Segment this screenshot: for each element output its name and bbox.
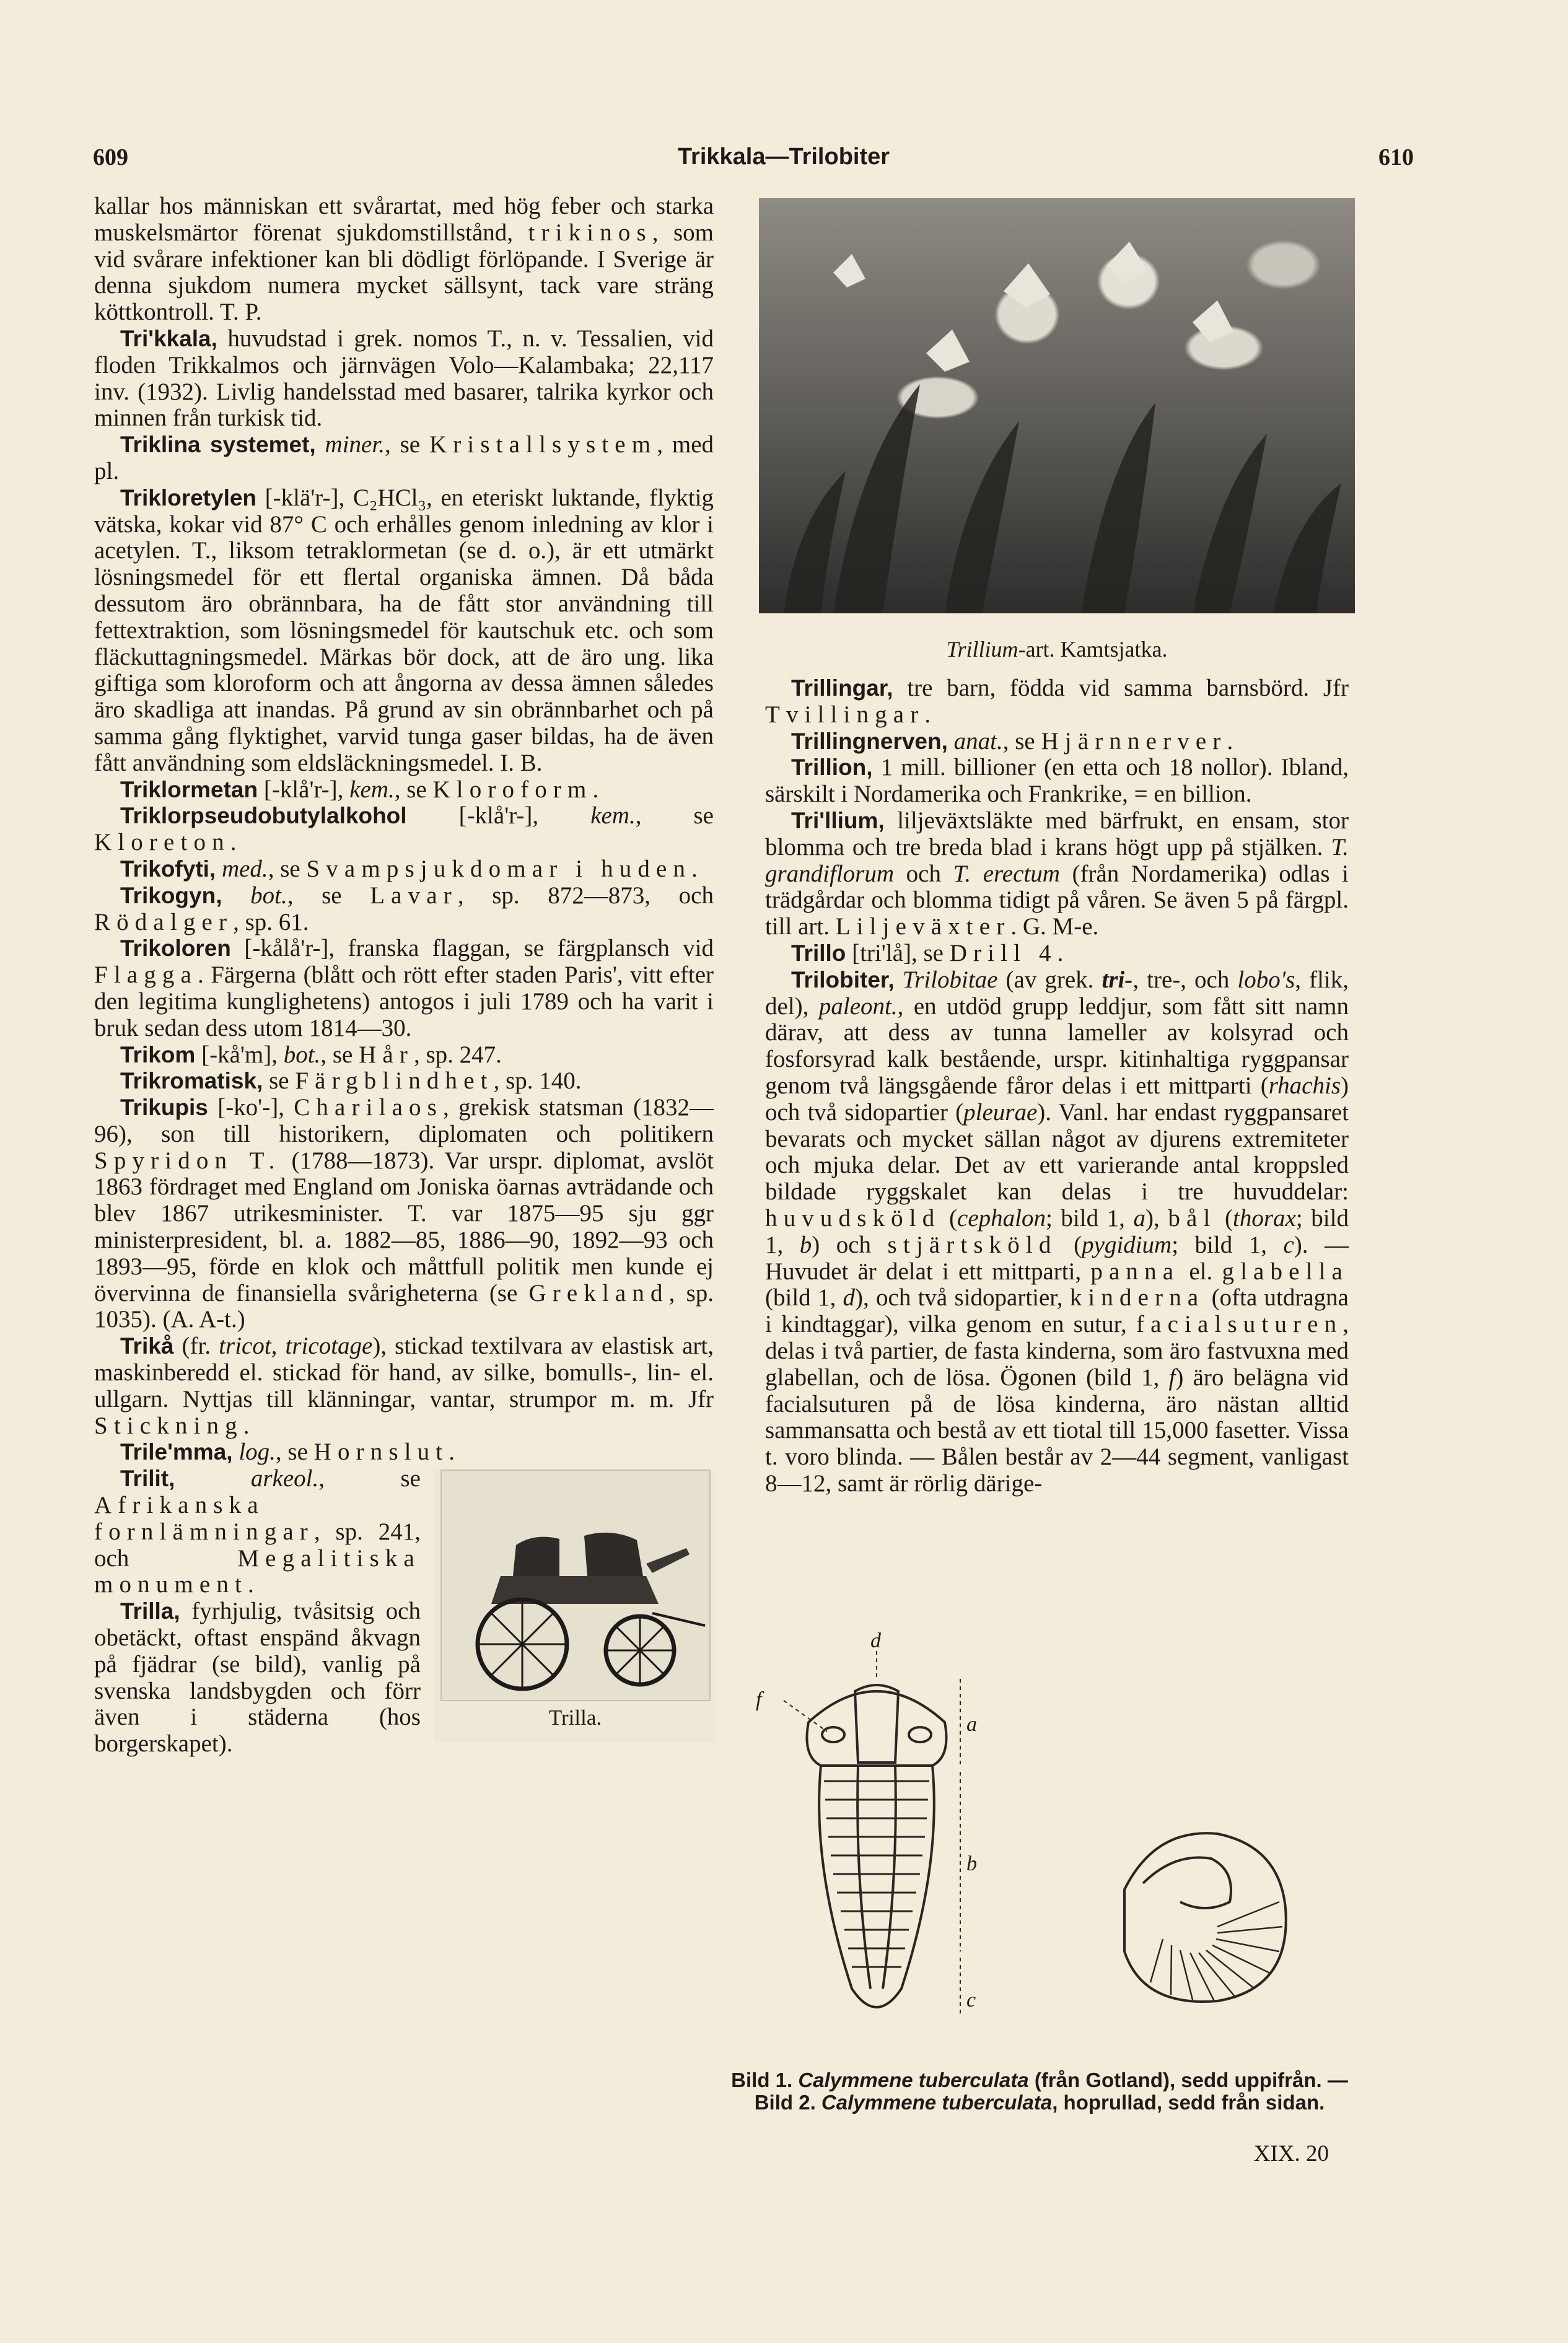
entry-trikkala: Tri'kkala, huvudstad i grek. nomos T., n. v. Tessalien, vid floden Trikkalmos och järnvägen Volo—Kalambaka; 22,117 inv. (1932). Livlig handelsstad med basarer, talrika kyrkor och minnen från turkisk tid.	[94, 325, 714, 432]
entry-trikoloren: Trikoloren [-kålå'r-], franska flaggan, se färgplansch vid Flagga. Färgerna (blått och rött efter staden Paris', vitt efter den legitima kunglighetens) antogos i juli 1789 och ha varit i bruk sedan dess utom 1814—30.	[94, 935, 714, 1041]
entry-trikin-cont: kallar hos människan ett svårartat, med hög feber och starka muskelsmärtor förenat sjukdomstillstånd, trikinos, som vid svårare infektioner kan bli dödligt förlöpande. I Sverige är denna sjukdom numera mycket sällsynt, tack vare sträng köttkontroll. T. P.	[94, 193, 714, 326]
entry-trillingnerven: Trillingnerven, anat., se Hjärnnerver.	[791, 727, 1233, 755]
entry-triklormetan: Triklormetan [-klå'r-], kem., se Kloroform.	[120, 776, 599, 803]
left-column	[94, 193, 714, 1758]
entry-trika: Trikå (fr. tricot, tricotage), stickad textilvara av elastisk art, maskinberedd el. stickad för hand, av silke, bomulls-, lin- el. ullgarn. Nyttjas till klänningar, vantar, strumpor m. m. Jfr Stickning.	[94, 1333, 714, 1439]
entry-trikogyn: Trikogyn, bot., se Lavar, sp. 872—873, och Rödalger, sp. 61.	[94, 882, 714, 935]
trilobite-label-d: d	[870, 1629, 881, 1652]
right-column	[765, 675, 1349, 1497]
trilla-caption: Trilla.	[548, 1706, 602, 1730]
entry-triklorpseudobutylalkohol: Triklorpseudobutylalkohol [-klå'r-], kem., se Kloreton.	[94, 802, 714, 856]
trilobite-label-c: c	[966, 1989, 976, 2012]
trilobite-label-f: f	[756, 1688, 762, 1711]
entry-trillion: Trillion, 1 mill. billioner (en etta och 18 nollor). Ibland, särskilt i Nordamerika och Frankrike, = en billion.	[765, 754, 1349, 808]
entry-trikom: Trikom [-kå'm], bot., se Hår, sp. 247.	[120, 1041, 502, 1068]
entry-trikromatisk: Trikromatisk, se Färgblindhet, sp. 140.	[120, 1067, 582, 1095]
entry-trilla: Trilla, fyrhjulig, tvåsitsig och obetäckt, oftast enspänd åkvagn på fjädrar (se bild), vanlig på svenska landsbygden och förr även i städerna (hos borgerskapet).	[94, 1598, 421, 1758]
entry-trillingar: Trillingar, tre barn, födda vid samma barnsbörd. Jfr Tvillingar.	[765, 675, 1349, 728]
trilobite-figure	[747, 1629, 1354, 2063]
trilobite-label-a: a	[966, 1713, 977, 1736]
entry-trikupis: Trikupis [-ko'-], Charilaos, grekisk statsman (1832—96), son till historikern, diplomaten och politikern Spyridon T. (1788—1873). Var urspr. diplomat, avslöt 1863 fördraget med England om Joniska öarnas avträdande och blev 1867 utrikesminister. T. var 1875—95 sju ggr ministerpresident, bl. a. 1882—85, 1886—90, 1892—93 och 1893—95, förde en klok och måttfull politik men kunde ej övervinna de finansiella svårigheterna (se Grekland, sp. 1035). (A. A-t.)	[94, 1094, 714, 1333]
trillium-photo	[759, 198, 1355, 613]
entry-trillium: Tri'llium, liljeväxtsläkte med bärfrukt, en ensam, stor blomma och tre breda blad i krans högt upp på stjälken. T. grandiflorum och T. erectum (från Nordamerika) odlas i trädgårdar och blomma tidigt på våren. Se även 5 på färgpl. till art. Liljeväxter. G. M-e.	[765, 807, 1349, 940]
entry-trilit: Trilit, arkeol., se Afrikanska fornlämningar, sp. 241, och Megalitiska monument.	[94, 1465, 421, 1598]
running-title: Trikkala—Trilobiter	[677, 144, 890, 170]
page-number-right: 610	[1378, 144, 1414, 170]
entry-trilemma: Trile'mma, log., se Hornslut.	[120, 1439, 455, 1466]
entry-trikofyti: Trikofyti, med., se Svampsjukdomar i huden.	[120, 855, 698, 882]
trilobite-label-b: b	[966, 1852, 977, 1875]
trilobite-caption: Bild 1. Calymmene tuberculata (från Gotland), sedd uppifrån. — Bild 2. Calymmene tuberculata, hoprullad, sedd från sidan.	[731, 2069, 1348, 2114]
trilla-figure	[434, 1469, 716, 1742]
page-number-left: 609	[93, 144, 128, 170]
trilla-carriage-image	[440, 1469, 711, 1701]
entry-trikloretylen: Trikloretylen [-klä'r-], C₂HCl₃, en eteriskt luktande, flyktig vätska, kokar vid 87° C och erhålles genom inledning av klor i acetylen. T., liksom tetraklormetan (se d. o.), är ett utmärkt lösningsmedel för ett flertal organiska ämnen. Då båda dessutom äro obrännbara, ha de fått stor användning till fettextraktion, som lösningsmedel för kautschuk etc. och som fläckuttagningsmedel. Märkas bör dock, att de äro ung. lika giftiga som kloroform och att ångorna av dessa ämnen således äro skadliga att inandas. På grund av sin obrännbarhet och på samma gång flyktighet, varvid tunga gaser bildas, ha de även fått användning som eldsläckningsmedel. I. B.	[94, 484, 714, 776]
entry-triklina: Triklina systemet, miner., se Kristallsystem, med pl.	[94, 431, 714, 484]
trillium-caption: Trillium-art. Kamtsjatka.	[946, 637, 1168, 662]
entry-trilobiter: Trilobiter, Trilobitae (av grek. tri-, tre-, och lobo's, flik, del), paleont., en utdöd grupp leddjur, som fått sitt namn därav, att dess av tunna lameller av kolsyrad och fosforsyrad kalk bestående, urspr. kitinhaltiga ryggpansar genom två längsgående fåror delas i ett mittparti (rhachis) och två sidopartier (pleurae). Vanl. har endast ryggpansaret bevarats och mycket sällan något av djurens extremiteter och mjuka delar. Det av ett varierande antal kroppsled bildade ryggskalet kan delas i tre huvuddelar: huvudsköld (cephalon; bild 1, a), bål (thorax; bild 1, b) och stjärtsköld (pygidium; bild 1, c). — Huvudet är delat i ett mittparti, panna el. glabella (bild 1, d), och två sidopartier, kinderna (ofta utdragna i kindtaggar), vilka genom en sutur, facialsuturen, delas i två partier, de fasta kinderna, som äro fastvuxna med glabellan, och de lösa. Ögonen (bild 1, f) äro belägna vid facialsuturen på de lösa kinderna, äro nästan alltid sammansatta och bestå av ett tiotal till 15,000 fasetter. Vissa t. voro blinda. — Bålen består av 2—44 segment, vanligast 8—12, samt är rörlig därige-	[765, 966, 1349, 1497]
signature-mark: XIX. 20	[1253, 2141, 1329, 2166]
entry-trillo: Trillo [tri'lå], se Drill 4.	[791, 939, 1064, 966]
